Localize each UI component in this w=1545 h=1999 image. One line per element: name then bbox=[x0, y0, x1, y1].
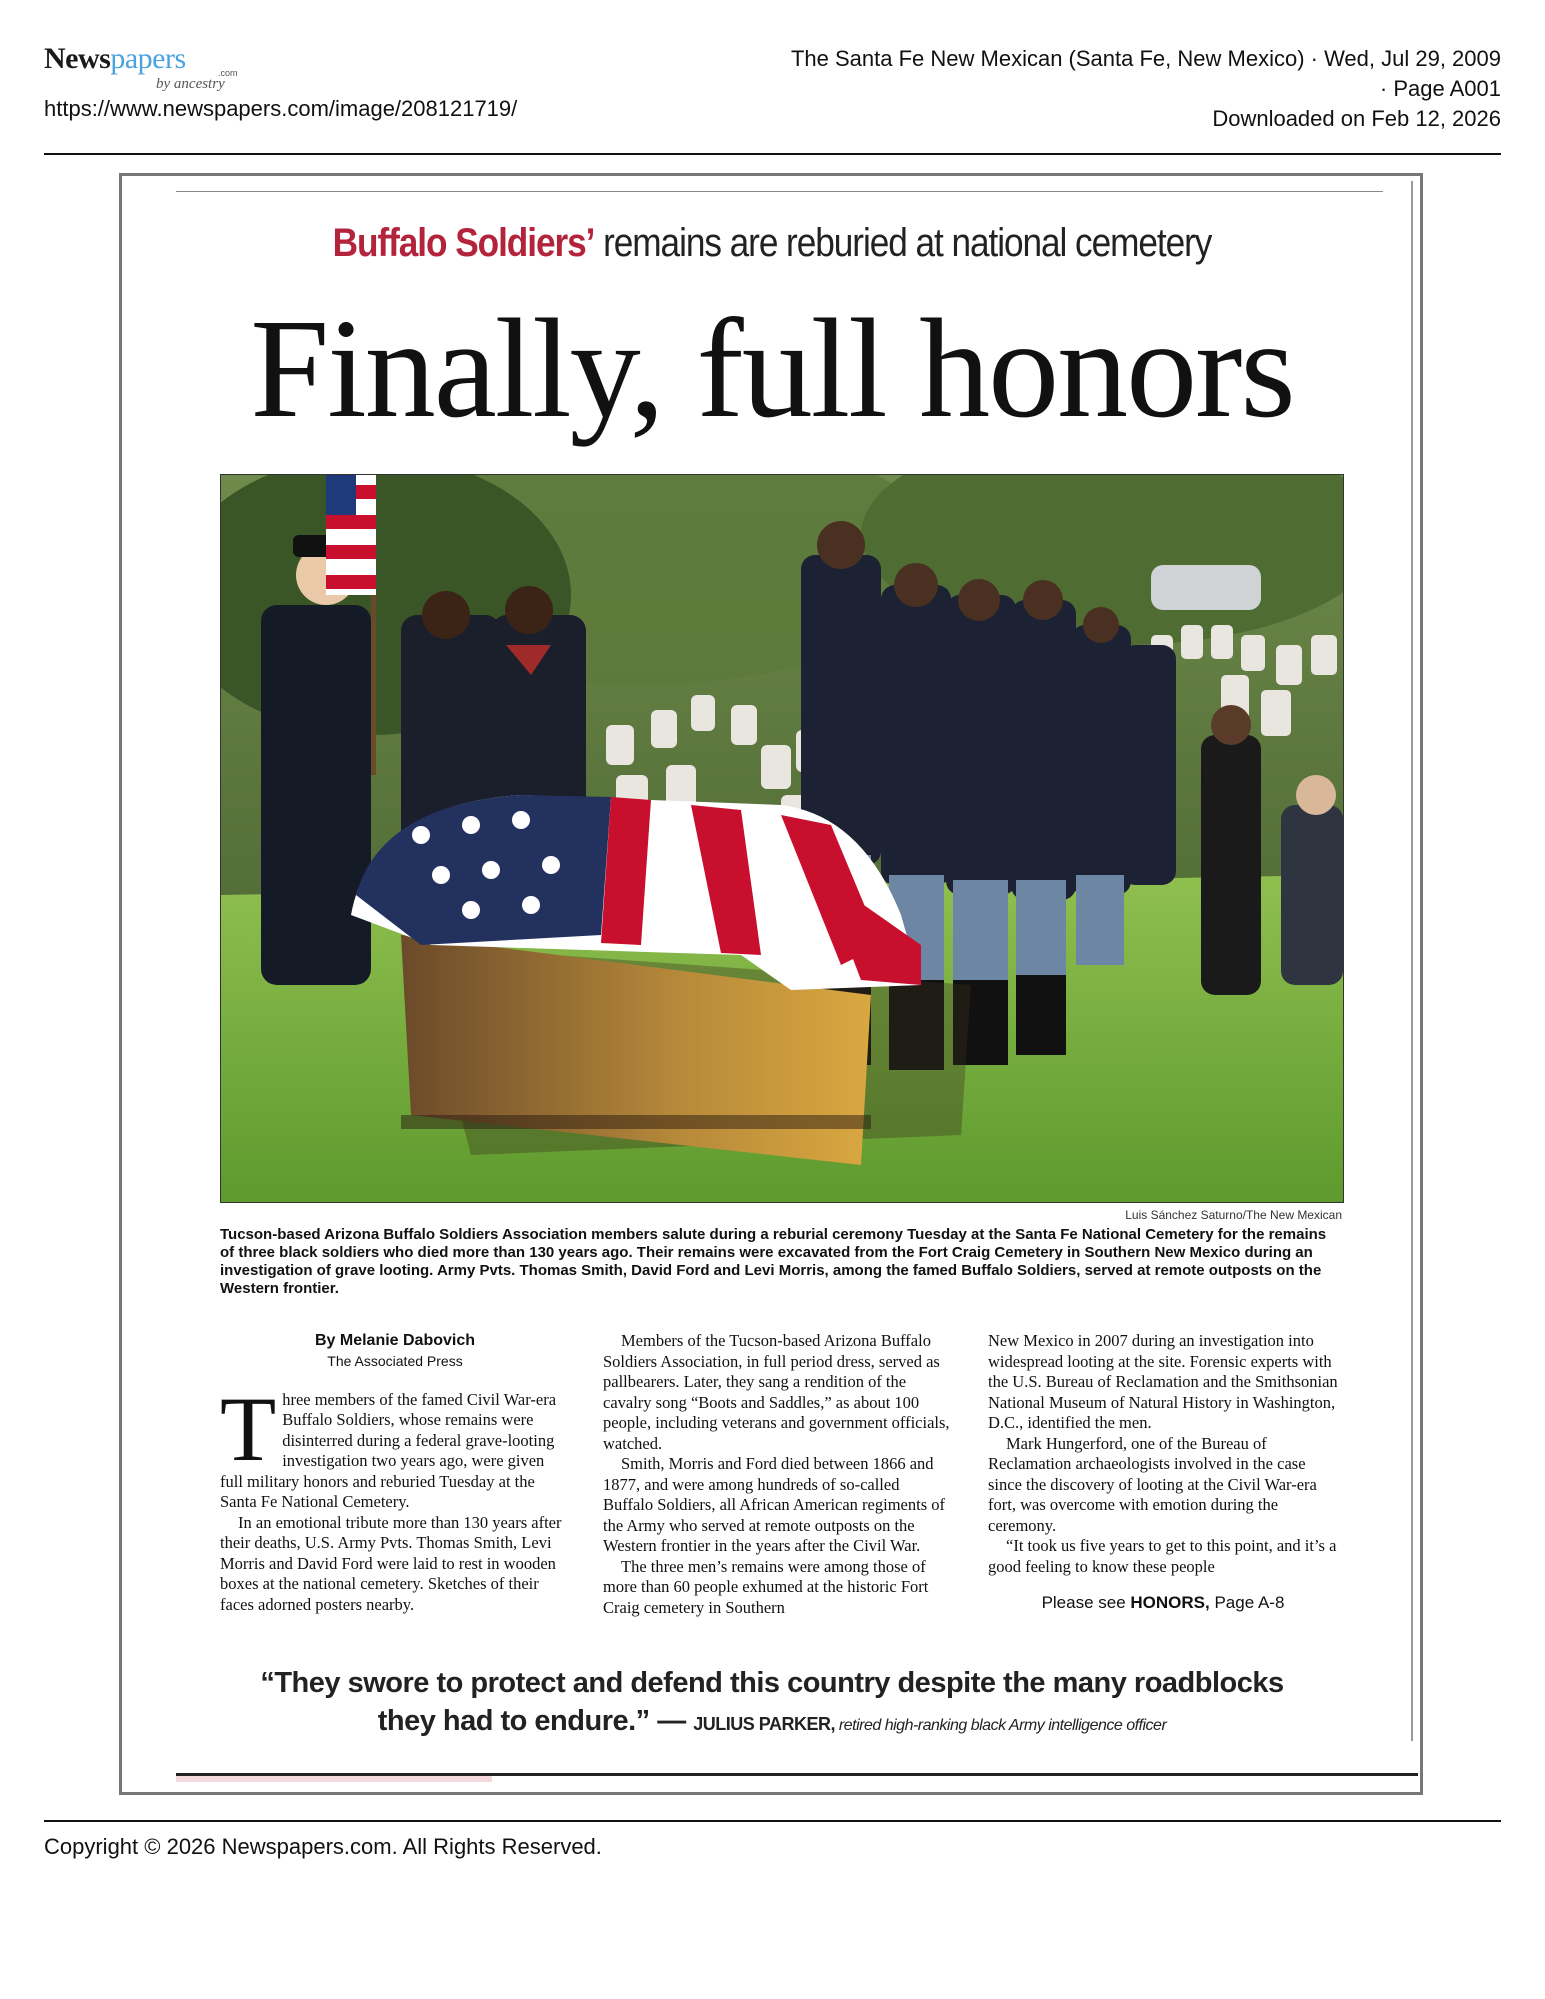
article-column-3 bbox=[988, 1331, 1338, 1614]
byline: By Melanie Dabovich bbox=[314, 1332, 476, 1349]
paragraph: New Mexico in 2007 during an investigation into widespread looting at the site. Forensic experts with the U.S. Bureau of Reclamation and the Smithsonian National Museum of Natural History in Washington, D.C., identified the men. bbox=[988, 1331, 1338, 1432]
paragraph-lede bbox=[220, 1377, 570, 1513]
paragraph: Members of the Tucson-based Arizona Buffalo Soldiers Association, in full period dress, served as pallbearers. Later, they sang a rendition of the cavalry song “Boots and Saddles,” as about 100 people, including veterans and government officials, watched. bbox=[603, 1331, 950, 1453]
continuation-jump bbox=[988, 1593, 1338, 1614]
logo-wordmark: Newspapers bbox=[44, 42, 186, 75]
jump-prefix: Please see bbox=[1041, 1593, 1131, 1612]
paragraph: In an emotional tribute more than 130 years after their deaths, U.S. Army Pvts. Thomas Smith, Levi Morris and David Ford were laid to rest in wooden boxes at the national cemetery. Sketches of their faces adorned posters nearby. bbox=[220, 1512, 562, 1614]
publication-meta bbox=[741, 44, 1501, 134]
pull-quote-attribution-title: retired high-ranking black Army intelligence officer bbox=[834, 1717, 1167, 1734]
photo-caption: Tucson-based Arizona Buffalo Soldiers Association members salute during a reburial ceremony Tuesday at the Santa Fe National Cemetery for the remains of three black soldiers who died more than 130 years ago. Their remains were excavated from the Fort Craig Cemetery in Southern New Mexico during an investigation of grave looting. Army Pvts. Thomas Smith, David Ford and Levi Morris, among the famed Buffalo Soldiers, served at remote outposts on the Western frontier. bbox=[220, 1226, 1327, 1297]
footer-divider bbox=[44, 1820, 1501, 1822]
pull-quote-line-1: “They swore to protect and defend this country despite the many roadblocks bbox=[260, 1667, 1284, 1699]
article-column-1 bbox=[220, 1331, 570, 1615]
logo-com: .com bbox=[218, 68, 238, 78]
pull-quote-line-2 bbox=[122, 1702, 1422, 1745]
newspaper-clipping bbox=[119, 173, 1423, 1795]
pull-quote bbox=[122, 1664, 1422, 1745]
header-divider bbox=[44, 153, 1501, 155]
article-column-2 bbox=[603, 1331, 953, 1618]
paragraph: Mark Hungerford, one of the Bureau of Reclamation archaeologists involved in the case since the discovery of looting at the Civil War-era fort, was overcome with emotion during the ceremony. bbox=[988, 1433, 1317, 1535]
photo-illustration bbox=[221, 475, 1343, 1202]
copyright: Copyright © 2026 Newspapers.com. All Rights Reserved. bbox=[44, 1834, 602, 1859]
clipping-top-rule bbox=[176, 191, 1383, 192]
headline: Finally, full honors bbox=[250, 289, 1294, 447]
page-number: · Page A001 bbox=[1379, 76, 1501, 101]
paragraph: The three men’s remains were among those of more than 60 people exhumed at the historic Fort Craig cemetery in Southern bbox=[603, 1556, 929, 1617]
publication-title: The Santa Fe New Mexican (Santa Fe, New Mexico) · Wed, Jul 29, 2009 bbox=[790, 46, 1501, 71]
paragraph: “It took us five years to get to this point, and it’s a good feeling to know these people bbox=[988, 1536, 1337, 1576]
byline-agency: The Associated Press bbox=[327, 1353, 463, 1369]
clipping-bottom-tint bbox=[176, 1776, 492, 1782]
pull-quote-text: they had to endure.” — bbox=[377, 1705, 694, 1737]
source-url[interactable]: https://www.newspapers.com/image/208121719/ bbox=[44, 96, 518, 121]
kicker bbox=[200, 221, 1344, 266]
drop-cap: T bbox=[220, 1377, 277, 1480]
ceremony-photo bbox=[220, 474, 1344, 1203]
jump-page: Page A-8 bbox=[1209, 1593, 1285, 1612]
paragraph: Smith, Morris and Ford died between 1866 and 1877, and were among hundreds of so-called Buffalo Soldiers, all African American regiments of the Army who served at remote outposts on the Western frontier in the years after the Civil War. bbox=[603, 1454, 945, 1555]
kicker-text: remains are reburied at national cemetery bbox=[594, 221, 1212, 265]
photo-credit: Luis Sánchez Saturno/The New Mexican bbox=[1125, 1208, 1342, 1222]
newspapers-logo[interactable] bbox=[44, 42, 244, 102]
kicker-highlight: Buffalo Soldiers’ bbox=[332, 221, 595, 265]
paragraph-lede-text: hree members of the famed Civil War-era Buffalo Soldiers, whose remains were disinterred during a federal grave-looting investigation two years ago, were given full military honors and reburied Tuesday at the Santa Fe National Cemetery. bbox=[220, 1389, 557, 1511]
logo-ancestry: by ancestry bbox=[156, 76, 225, 92]
jump-keyword: HONORS, bbox=[1130, 1593, 1210, 1612]
pull-quote-attribution: JULIUS PARKER, bbox=[693, 1714, 835, 1734]
download-date: Downloaded on Feb 12, 2026 bbox=[1212, 106, 1501, 131]
